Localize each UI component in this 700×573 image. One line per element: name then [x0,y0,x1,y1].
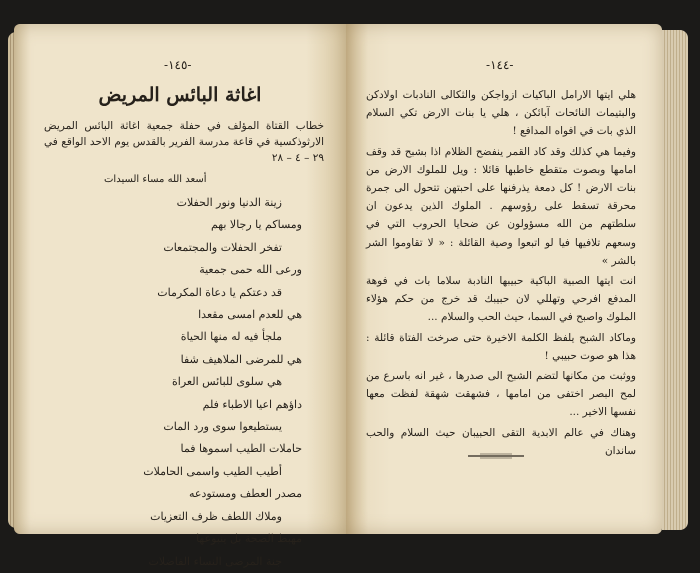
opening-verse: أسعد الله مساء السيدات [104,174,207,185]
open-book [8,10,694,568]
prose-text [366,86,636,462]
poem-title: اغاثة البائس المريض [98,84,262,106]
paragraph: هلي ايتها الارامل الباكيات ازواجكن والثكالى النادبات اولادكن والبتيمات النائحات آبائكن ، هلي يا بنات الارض تكي السلام الذي بات في افواه المدافع ! [366,89,636,138]
verse-line: تفخر الحفلات والمجتمعات [163,240,282,254]
verse-line: جنة المرضى النساء الفاضلات [148,554,282,568]
paragraph: وماكاد الشبح يلفظ الكلمة الاخيرة حتى صرخت الفتاة قائلة : هذا هو صوت حبيبي ! [366,331,636,362]
left-page [14,24,346,568]
verse-line: مهبط الصحة بل ينبوعها [196,532,302,546]
verse-list [84,192,306,573]
right-page-edges [662,30,688,530]
paragraph: ووثبت من مكانها لتضم الشبح الى صدرها ، غير انه باسرع من لمح البصر اختفى من امامها ، فشهقت شهقة لفظت معها نفسها الاخير ... [366,370,636,419]
verse-line: قد دعتكم يا دعاة المكرمات [157,285,282,299]
verse-line: زينة الدنيا ونور الحفلات [176,196,282,209]
verse-line: هي للمرضى الملاهيف شفا [180,352,302,366]
verse-line: هي سلوى للبائس العراة [172,375,282,389]
page-number: -١٤٤- [486,58,514,72]
end-ornament [466,452,526,460]
verse-line: مصدر العطف ومستودعه [188,487,302,501]
verse-line: وملاك اللطف ظرف التعزيات [150,509,282,523]
verse-line: حاملات الطيب اسموها فما [180,442,302,456]
poem-intro: خطاب القتاة المؤلف في حفلة جمعية اغاثة البائس المريض الارثوذكسية في قاعة مدرسة الفرير بالقدس يوم الاحد الواقع في ٢٩ – ٤ – ٢٨ [44,120,324,164]
verse-line: أطيب الطيب واسمى الحاملات [143,464,282,478]
verse-line: ورعى الله حمى جمعية [199,263,302,277]
verse-line: ومساكم يا رجالا بهم [210,218,302,232]
page-number: -١٤٥- [164,58,192,72]
verse-line: داؤهم اعيا الاطباء فلم [202,397,302,411]
paragraph: وهناك في عالم الابدية التقى الحبيبان حيث السلام والحب ساندان [366,426,636,457]
verse-line: يستطيعوا سوى ورد المات [163,420,282,434]
right-page [346,24,662,534]
paragraph: انت ايتها الصبية الباكية حبيبها النادبة سلاما بات في فوهة المدفع افرحي وتهللي لان حبيبك قد خرج من حكم هؤلاء الملوك واصبح في السما، حيث الحب والسلام ... [366,275,636,324]
paragraph: وفيما هي كذلك وقد كاد القمر ينفضح الظلام اذا بشبح قد وقف امامها وبصوت متقطع خاطبها قائلا : ويل للملوك الارض من بنات الارض ! كل دمعة يذرفنها على احبتهن تتحول الى جمرة محرقة تسقط على رؤوسهم . الملوك الذين يدعون ان سلطتهم من الله مسؤولون عن ضحايا الحروب التي في وسعهم تلافيها فيا لو اتبعوا وصية القائلة : « لا تقاوموا الشر بالشر » [366,145,636,267]
verse-line: ملجأ فيه له منها الحياة [180,330,282,344]
verse-line: هي للعدم امسى مقعدا [198,308,302,322]
